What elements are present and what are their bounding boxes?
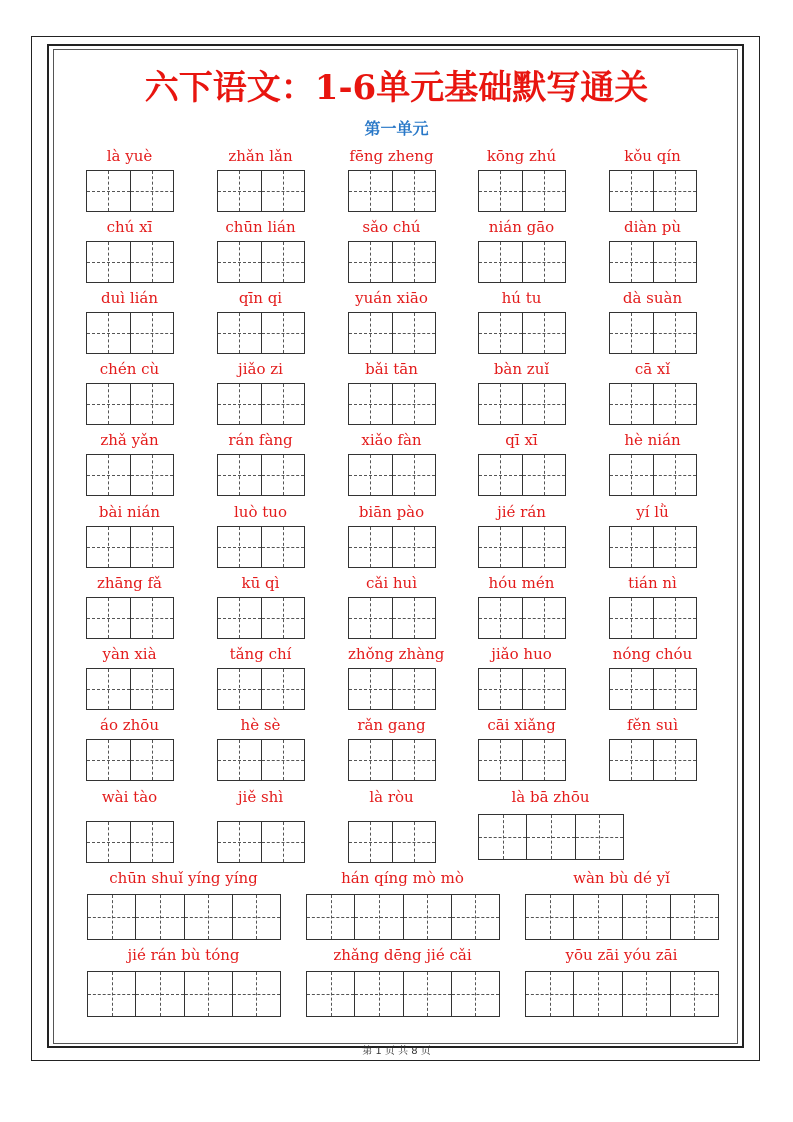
tian-zi-box[interactable] — [349, 170, 393, 212]
tian-zi-box[interactable] — [262, 170, 306, 212]
writing-boxes — [217, 383, 305, 425]
tian-zi-box[interactable] — [654, 312, 698, 354]
writing-boxes — [86, 597, 174, 639]
writing-boxes — [348, 668, 436, 710]
pinyin-label: yōu zāi yóu zāi — [565, 946, 678, 964]
tian-zi-box[interactable] — [87, 312, 131, 354]
writing-boxes — [217, 241, 305, 283]
word-item — [478, 431, 565, 496]
tian-zi-box[interactable] — [262, 526, 306, 568]
writing-boxes — [348, 241, 436, 283]
tian-zi-box[interactable] — [654, 668, 698, 710]
pinyin-label: yuán xiāo — [355, 289, 428, 307]
word-item — [86, 788, 173, 863]
tian-zi-box[interactable] — [131, 241, 175, 283]
pinyin-label: chūn lián — [225, 218, 296, 236]
pinyin-label: jiě shì — [237, 788, 284, 806]
word-item — [217, 503, 304, 568]
tian-zi-box[interactable] — [307, 894, 355, 940]
tian-zi-box[interactable] — [218, 597, 262, 639]
writing-boxes — [609, 739, 697, 781]
tian-zi-box[interactable] — [479, 454, 523, 496]
tian-zi-box[interactable] — [185, 971, 233, 1017]
tian-zi-box[interactable] — [523, 454, 567, 496]
tian-zi-box[interactable] — [523, 383, 567, 425]
tian-zi-box[interactable] — [393, 821, 437, 863]
tian-zi-box[interactable] — [87, 597, 131, 639]
pinyin-label: là bā zhōu — [511, 788, 590, 806]
tian-zi-box[interactable] — [393, 241, 437, 283]
pinyin-label: tián nì — [628, 574, 677, 592]
pinyin-label: cǎi huì — [365, 574, 418, 592]
word-item — [609, 431, 696, 496]
pinyin-label: hè nián — [624, 431, 681, 449]
pinyin-label: cā xǐ — [634, 360, 671, 378]
writing-boxes — [348, 526, 436, 568]
pinyin-label: duì lián — [100, 289, 159, 307]
word-item — [86, 431, 173, 496]
word-item — [478, 788, 623, 860]
tian-zi-box[interactable] — [218, 739, 262, 781]
tian-zi-box[interactable] — [671, 894, 719, 940]
tian-zi-box[interactable] — [610, 597, 654, 639]
word-item — [609, 218, 696, 283]
word-item — [478, 360, 565, 425]
tian-zi-box[interactable] — [355, 971, 403, 1017]
tian-zi-box[interactable] — [452, 971, 500, 1017]
word-item — [217, 431, 304, 496]
pinyin-label: chú xī — [106, 218, 153, 236]
writing-boxes — [609, 383, 697, 425]
tian-zi-box[interactable] — [87, 526, 131, 568]
writing-boxes — [86, 312, 174, 354]
tian-zi-box[interactable] — [131, 821, 175, 863]
writing-boxes — [348, 597, 436, 639]
page-title: 六下语文：1-6单元基础默写通关 — [144, 68, 649, 108]
writing-boxes — [348, 383, 436, 425]
tian-zi-box[interactable] — [654, 383, 698, 425]
pinyin-label: áo zhōu — [100, 716, 159, 734]
word-item — [348, 218, 435, 283]
tian-zi-box[interactable] — [87, 170, 131, 212]
word-item — [86, 716, 173, 781]
writing-boxes — [217, 739, 305, 781]
word-item — [87, 869, 280, 940]
tian-zi-box[interactable] — [523, 668, 567, 710]
pinyin-label: hán qíng mò mò — [341, 869, 464, 887]
tian-zi-box[interactable] — [523, 739, 567, 781]
tian-zi-box[interactable] — [654, 170, 698, 212]
tian-zi-box[interactable] — [131, 668, 175, 710]
pinyin-label: zhǎ yǎn — [100, 431, 159, 449]
tian-zi-box[interactable] — [623, 971, 671, 1017]
tian-zi-box[interactable] — [479, 668, 523, 710]
pinyin-label: luò tuo — [234, 503, 287, 521]
tian-zi-box[interactable] — [87, 454, 131, 496]
pinyin-label: qīn qi — [238, 289, 283, 307]
tian-zi-box[interactable] — [131, 383, 175, 425]
tian-zi-box[interactable] — [88, 971, 136, 1017]
tian-zi-box[interactable] — [131, 526, 175, 568]
pinyin-label: wài tào — [101, 788, 158, 806]
writing-boxes — [348, 454, 436, 496]
writing-boxes — [86, 821, 174, 863]
pinyin-label: zhǎn lǎn — [228, 147, 293, 165]
tian-zi-box[interactable] — [349, 597, 393, 639]
pinyin-label: xiǎo fàn — [361, 431, 422, 449]
tian-zi-box[interactable] — [479, 241, 523, 283]
word-item — [348, 574, 435, 639]
tian-zi-box[interactable] — [262, 241, 306, 283]
tian-zi-box[interactable] — [479, 739, 523, 781]
tian-zi-box[interactable] — [404, 894, 452, 940]
word-item — [217, 716, 304, 781]
word-item — [348, 503, 435, 568]
word-item — [306, 869, 499, 940]
tian-zi-box[interactable] — [131, 312, 175, 354]
tian-zi-box[interactable] — [623, 894, 671, 940]
pinyin-label: bàn zuǐ — [493, 360, 550, 378]
word-item — [609, 716, 696, 781]
pinyin-label: yí lǜ — [636, 503, 669, 521]
tian-zi-box[interactable] — [654, 241, 698, 283]
word-item — [348, 431, 435, 496]
pinyin-label: kōng zhú — [486, 147, 557, 165]
writing-boxes — [86, 170, 174, 212]
word-item — [86, 574, 173, 639]
tian-zi-box[interactable] — [349, 668, 393, 710]
writing-boxes — [609, 454, 697, 496]
tian-zi-box[interactable] — [218, 454, 262, 496]
writing-boxes — [217, 821, 305, 863]
tian-zi-box[interactable] — [610, 312, 654, 354]
tian-zi-box[interactable] — [131, 597, 175, 639]
word-item — [609, 289, 696, 354]
writing-boxes — [306, 894, 500, 940]
word-item — [525, 946, 718, 1017]
pinyin-label: qī xī — [505, 431, 538, 449]
writing-boxes — [87, 894, 281, 940]
tian-zi-box[interactable] — [131, 170, 175, 212]
word-item — [217, 360, 304, 425]
pinyin-label: zhāng fǎ — [96, 574, 163, 592]
tian-zi-box[interactable] — [262, 739, 306, 781]
tian-zi-box[interactable] — [218, 383, 262, 425]
word-item — [348, 645, 445, 710]
writing-boxes — [86, 454, 174, 496]
pinyin-label: bǎi tān — [365, 360, 418, 378]
pinyin-label: rán fàng — [228, 431, 293, 449]
writing-boxes — [478, 170, 566, 212]
tian-zi-box[interactable] — [610, 668, 654, 710]
tian-zi-box[interactable] — [523, 241, 567, 283]
word-item — [86, 503, 173, 568]
writing-boxes — [609, 312, 697, 354]
word-item — [86, 645, 173, 710]
writing-boxes — [217, 668, 305, 710]
pinyin-label: nián gāo — [488, 218, 555, 236]
writing-boxes — [478, 383, 566, 425]
tian-zi-box[interactable] — [610, 241, 654, 283]
tian-zi-box[interactable] — [262, 454, 306, 496]
tian-zi-box[interactable] — [218, 821, 262, 863]
tian-zi-box[interactable] — [131, 454, 175, 496]
tian-zi-box[interactable] — [610, 170, 654, 212]
pinyin-label: yàn xià — [102, 645, 157, 663]
tian-zi-box[interactable] — [393, 668, 437, 710]
tian-zi-box[interactable] — [574, 894, 622, 940]
writing-boxes — [478, 739, 566, 781]
writing-boxes — [86, 383, 174, 425]
tian-zi-box[interactable] — [349, 383, 393, 425]
pinyin-label: hú tu — [501, 289, 542, 307]
word-item — [217, 788, 304, 863]
word-item — [478, 716, 565, 781]
writing-boxes — [87, 971, 281, 1017]
tian-zi-box[interactable] — [523, 312, 567, 354]
tian-zi-box[interactable] — [218, 312, 262, 354]
pinyin-label: zhǒng zhàng — [348, 645, 445, 663]
pinyin-label: cāi xiǎng — [487, 716, 556, 734]
word-item — [525, 869, 718, 940]
tian-zi-box[interactable] — [355, 894, 403, 940]
tian-zi-box[interactable] — [87, 739, 131, 781]
tian-zi-box[interactable] — [654, 454, 698, 496]
writing-boxes — [217, 526, 305, 568]
tian-zi-box[interactable] — [185, 894, 233, 940]
tian-zi-box[interactable] — [218, 170, 262, 212]
pinyin-label: fěn suì — [626, 716, 678, 734]
tian-zi-box[interactable] — [393, 597, 437, 639]
word-item — [478, 645, 565, 710]
pinyin-label: jié rán — [497, 503, 546, 521]
tian-zi-box[interactable] — [393, 454, 437, 496]
tian-zi-box[interactable] — [131, 739, 175, 781]
tian-zi-box[interactable] — [479, 526, 523, 568]
page-footer: 第 1 页 共 8 页 — [362, 1046, 431, 1057]
word-item — [348, 788, 435, 863]
word-item — [348, 360, 435, 425]
tian-zi-box[interactable] — [349, 312, 393, 354]
tian-zi-box[interactable] — [393, 170, 437, 212]
tian-zi-box[interactable] — [218, 668, 262, 710]
tian-zi-box[interactable] — [307, 971, 355, 1017]
tian-zi-box[interactable] — [262, 668, 306, 710]
tian-zi-box[interactable] — [136, 971, 184, 1017]
pinyin-label: chūn shuǐ yíng yíng — [109, 869, 258, 887]
writing-boxes — [306, 971, 500, 1017]
tian-zi-box[interactable] — [527, 814, 575, 860]
writing-boxes — [348, 739, 436, 781]
word-item — [86, 218, 173, 283]
tian-zi-box[interactable] — [404, 971, 452, 1017]
tian-zi-box[interactable] — [262, 821, 306, 863]
word-item — [86, 289, 173, 354]
tian-zi-box[interactable] — [262, 312, 306, 354]
word-item — [217, 147, 304, 212]
word-item — [217, 574, 304, 639]
word-item — [217, 645, 304, 710]
pinyin-label: rǎn gang — [357, 716, 426, 734]
pinyin-label: chén cù — [99, 360, 160, 378]
writing-boxes — [478, 668, 566, 710]
writing-boxes — [348, 170, 436, 212]
tian-zi-box[interactable] — [393, 312, 437, 354]
tian-zi-box[interactable] — [479, 814, 527, 860]
tian-zi-box[interactable] — [671, 971, 719, 1017]
tian-zi-box[interactable] — [654, 526, 698, 568]
tian-zi-box[interactable] — [523, 170, 567, 212]
tian-zi-box[interactable] — [654, 739, 698, 781]
tian-zi-box[interactable] — [349, 241, 393, 283]
tian-zi-box[interactable] — [526, 971, 574, 1017]
writing-boxes — [348, 312, 436, 354]
writing-boxes — [217, 170, 305, 212]
pinyin-label: tǎng chí — [229, 645, 292, 663]
tian-zi-box[interactable] — [523, 597, 567, 639]
tian-zi-box[interactable] — [262, 597, 306, 639]
writing-boxes — [478, 241, 566, 283]
word-item — [86, 147, 173, 212]
pinyin-label: fēng zheng — [349, 147, 434, 165]
tian-zi-box[interactable] — [349, 821, 393, 863]
pinyin-label: là ròu — [369, 788, 414, 806]
writing-boxes — [609, 170, 697, 212]
pinyin-label: zhǎng dēng jié cǎi — [333, 946, 472, 964]
writing-boxes — [86, 241, 174, 283]
tian-zi-box[interactable] — [479, 170, 523, 212]
writing-boxes — [217, 597, 305, 639]
pinyin-label: jié rán bù tóng — [127, 946, 240, 964]
tian-zi-box[interactable] — [610, 454, 654, 496]
pinyin-label: diàn pù — [623, 218, 682, 236]
word-item — [478, 289, 565, 354]
tian-zi-box[interactable] — [526, 894, 574, 940]
tian-zi-box[interactable] — [393, 383, 437, 425]
word-item — [348, 147, 435, 212]
writing-boxes — [86, 668, 174, 710]
word-item — [609, 360, 696, 425]
tian-zi-box[interactable] — [87, 668, 131, 710]
tian-zi-box[interactable] — [393, 739, 437, 781]
tian-zi-box[interactable] — [233, 971, 281, 1017]
writing-boxes — [525, 971, 719, 1017]
tian-zi-box[interactable] — [452, 894, 500, 940]
tian-zi-box[interactable] — [574, 971, 622, 1017]
writing-boxes — [478, 454, 566, 496]
tian-zi-box[interactable] — [576, 814, 624, 860]
tian-zi-box[interactable] — [349, 526, 393, 568]
pinyin-label: kǒu qín — [624, 147, 681, 165]
tian-zi-box[interactable] — [218, 241, 262, 283]
word-item — [609, 147, 696, 212]
writing-boxes — [525, 894, 719, 940]
tian-zi-box[interactable] — [393, 526, 437, 568]
word-item — [348, 716, 435, 781]
pinyin-label: là yuè — [106, 147, 153, 165]
word-item — [348, 289, 435, 354]
pinyin-label: hóu mén — [488, 574, 555, 592]
word-item — [478, 574, 565, 639]
tian-zi-box[interactable] — [87, 241, 131, 283]
tian-zi-box[interactable] — [523, 526, 567, 568]
word-item — [478, 218, 565, 283]
writing-boxes — [217, 312, 305, 354]
word-item — [217, 218, 304, 283]
writing-boxes — [609, 526, 697, 568]
tian-zi-box[interactable] — [136, 894, 184, 940]
unit-title: 第一单元 — [364, 119, 429, 138]
word-item — [609, 574, 696, 639]
tian-zi-box[interactable] — [654, 597, 698, 639]
word-item — [609, 645, 696, 710]
pinyin-label: bài nián — [98, 503, 161, 521]
tian-zi-box[interactable] — [87, 383, 131, 425]
writing-boxes — [86, 739, 174, 781]
tian-zi-box[interactable] — [479, 312, 523, 354]
word-item — [87, 946, 280, 1017]
pinyin-label: wàn bù dé yǐ — [573, 869, 670, 887]
writing-boxes — [609, 668, 697, 710]
tian-zi-box[interactable] — [610, 383, 654, 425]
pinyin-label: sǎo chú — [362, 218, 421, 236]
pinyin-label: hè sè — [240, 716, 281, 734]
tian-zi-box[interactable] — [349, 739, 393, 781]
word-item — [86, 360, 173, 425]
tian-zi-box[interactable] — [88, 894, 136, 940]
tian-zi-box[interactable] — [349, 454, 393, 496]
pinyin-label: jiǎo zi — [238, 360, 283, 378]
tian-zi-box[interactable] — [233, 894, 281, 940]
writing-boxes — [348, 821, 436, 863]
writing-boxes — [609, 597, 697, 639]
writing-boxes — [478, 814, 624, 860]
tian-zi-box[interactable] — [610, 526, 654, 568]
writing-boxes — [478, 597, 566, 639]
word-item — [306, 946, 499, 1017]
tian-zi-box[interactable] — [87, 821, 131, 863]
writing-boxes — [478, 526, 566, 568]
tian-zi-box[interactable] — [218, 526, 262, 568]
writing-boxes — [609, 241, 697, 283]
pinyin-label: kū qì — [241, 574, 280, 592]
pinyin-label: dà suàn — [622, 289, 683, 307]
word-item — [478, 503, 565, 568]
tian-zi-box[interactable] — [479, 597, 523, 639]
writing-boxes — [478, 312, 566, 354]
pinyin-label: biān pào — [358, 503, 425, 521]
tian-zi-box[interactable] — [479, 383, 523, 425]
pinyin-label: nóng chóu — [612, 645, 693, 663]
word-item — [217, 289, 304, 354]
tian-zi-box[interactable] — [610, 739, 654, 781]
pinyin-label: jiǎo huo — [491, 645, 552, 663]
word-item — [609, 503, 696, 568]
writing-boxes — [217, 454, 305, 496]
tian-zi-box[interactable] — [262, 383, 306, 425]
writing-boxes — [86, 526, 174, 568]
word-item — [478, 147, 565, 212]
